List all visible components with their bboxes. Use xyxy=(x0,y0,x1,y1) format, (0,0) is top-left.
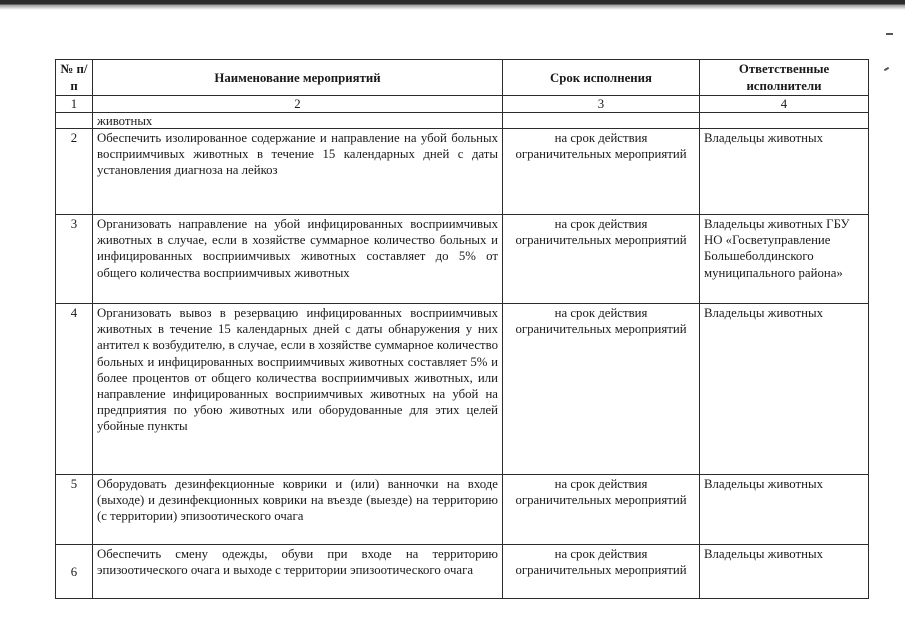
row-number: 3 xyxy=(56,215,93,304)
measure-responsible: Владельцы животных ГБУ НО «Госветуправление Большеболдинского муниципального района» xyxy=(700,215,869,304)
measure-responsible: Владельцы животных xyxy=(700,545,869,599)
column-index-row xyxy=(56,96,869,113)
measure-name: Организовать направление на убой инфицированных восприимчивых животных в случае, если в хозяйстве суммарное количество больных и инфицированных восприимчивых животных составляет до 5% от общего количества восприимчивых животных xyxy=(93,215,503,304)
measure-name: Организовать вывоз в резервацию инфицированных восприимчивых животных в течение 15 календарных дней с даты обнаружения у них антител к возбудителю, в случае, если в хозяйстве суммарное количество больных и инфицированных восприимчивых животных составляет 5% и более процентов от общего количества восприимчивых животных, или направление инфицированных восприимчивых животных на убой на предприятия по убою животных или оборудованные для этих целей убойные пункты xyxy=(93,304,503,475)
measure-responsible: Владельцы животных xyxy=(700,304,869,475)
header-term: Срок исполнения xyxy=(503,60,700,96)
measure-name: Обеспечить изолированное содержание и направление на убой больных восприимчивых животных в течение 15 календарных дней с даты установления диагноза на лейкоз xyxy=(93,129,503,215)
index-cell: 1 xyxy=(56,96,93,113)
table-row xyxy=(56,304,869,475)
measure-term: на срок действия ограничительных мероприятий xyxy=(503,475,700,545)
measure-term: на срок действия ограничительных мероприятий xyxy=(503,129,700,215)
measure-name: Оборудовать дезинфекционные коврики и (или) ванночки на входе (выходе) и дезинфекционных коврики на въезде (выезде) на территорию (с территории) эпизоотического очага xyxy=(93,475,503,545)
scan-speck xyxy=(886,33,893,35)
row-number: 6 xyxy=(56,545,93,599)
measure-name: Обеспечить смену одежды, обуви при входе на территорию эпизоотического очага и выходе с территории эпизоотического очага xyxy=(93,545,503,599)
continuation-text: животных xyxy=(93,113,503,129)
scan-top-edge xyxy=(0,0,905,10)
table-row xyxy=(56,215,869,304)
table-row xyxy=(56,475,869,545)
measure-term: на срок действия ограничительных мероприятий xyxy=(503,215,700,304)
measure-term: на срок действия ограничительных мероприятий xyxy=(503,545,700,599)
header-num: № п/п xyxy=(56,60,93,96)
index-cell: 2 xyxy=(93,96,503,113)
measure-responsible: Владельцы животных xyxy=(700,475,869,545)
table-header-row xyxy=(56,60,869,96)
measure-responsible: Владельцы животных xyxy=(700,129,869,215)
row-number: 2 xyxy=(56,129,93,215)
header-responsible: Ответственные исполнители xyxy=(700,60,869,96)
row-number: 5 xyxy=(56,475,93,545)
header-name: Наименование мероприятий xyxy=(93,60,503,96)
continuation-row xyxy=(56,113,869,129)
measures-table xyxy=(55,59,869,599)
row-number: 4 xyxy=(56,304,93,475)
scan-speck xyxy=(884,67,889,71)
table-row xyxy=(56,129,869,215)
index-cell: 3 xyxy=(503,96,700,113)
measure-term: на срок действия ограничительных мероприятий xyxy=(503,304,700,475)
index-cell: 4 xyxy=(700,96,869,113)
table-row xyxy=(56,545,869,599)
